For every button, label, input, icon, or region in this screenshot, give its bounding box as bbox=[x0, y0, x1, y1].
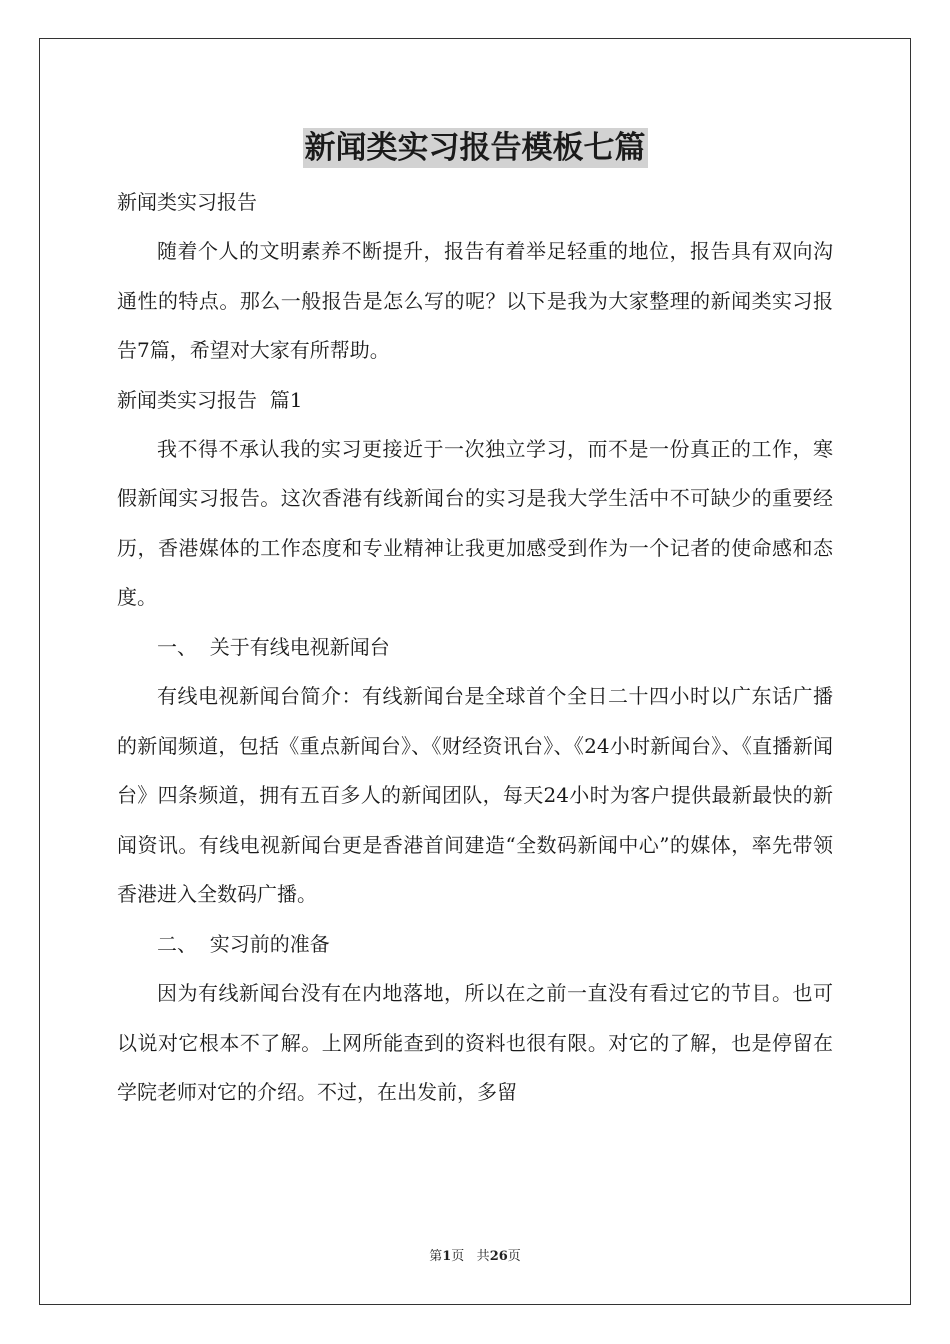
part1-paragraph: 我不得不承认我的实习更接近于一次独立学习，而不是一份真正的工作，寒假新闻实习报告。这次香港有线新闻台的实习是我大学生活中不可缺少的重要经历，香港媒体的工作态度和专业精神让我更加感受到作为一个记者的使命感和态度。 bbox=[117, 436, 833, 609]
intro-heading: 新闻类实习报告 bbox=[117, 190, 257, 214]
intro-paragraph: 随着个人的文明素养不断提升，报告有着举足轻重的地位，报告具有双向沟通性的特点。那么一般报告是怎么写的呢？以下是我为大家整理的新闻类实习报告7篇，希望对大家有所帮助。 bbox=[117, 239, 833, 362]
page-label-prefix: 第 bbox=[429, 1249, 443, 1264]
page-total-number: 26 bbox=[489, 1249, 508, 1264]
page-current-number: 1 bbox=[442, 1249, 452, 1264]
section1-heading: 一、 关于有线电视新闻台 bbox=[157, 634, 390, 659]
page-label-mid: 页 bbox=[451, 1249, 465, 1264]
document-title: 新闻类实习报告模板七篇 bbox=[304, 130, 646, 166]
page-footer bbox=[0, 1245, 950, 1264]
part1-heading: 新闻类实习报告 篇1 bbox=[117, 387, 303, 412]
section2-paragraph: 因为有线新闻台没有在内地落地，所以在之前一直没有看过它的节目。也可以说对它根本不了解。上网所能查到的资料也很有限。对它的了解，也是停留在学院老师对它的介绍。不过，在出发前，多留 bbox=[117, 981, 833, 1104]
title-block bbox=[117, 128, 833, 174]
total-prefix: 共 bbox=[476, 1249, 490, 1264]
total-suffix: 页 bbox=[507, 1249, 521, 1264]
document-body bbox=[117, 128, 833, 1118]
section1-paragraph: 有线电视新闻台简介：有线新闻台是全球首个全日二十四小时以广东话广播的新闻频道，包括《重点新闻台》、《财经资讯台》、《24小时新闻台》、《直播新闻台》四条频道，拥有五百多人的新闻团队，每天24小时为客户提供最新最快的新闻资讯。有线电视新闻台更是香港首间建造“全数码新闻中心”的媒体，率先带领香港进入全数码广播。 bbox=[117, 684, 833, 906]
section2-heading: 二、 实习前的准备 bbox=[157, 931, 330, 956]
